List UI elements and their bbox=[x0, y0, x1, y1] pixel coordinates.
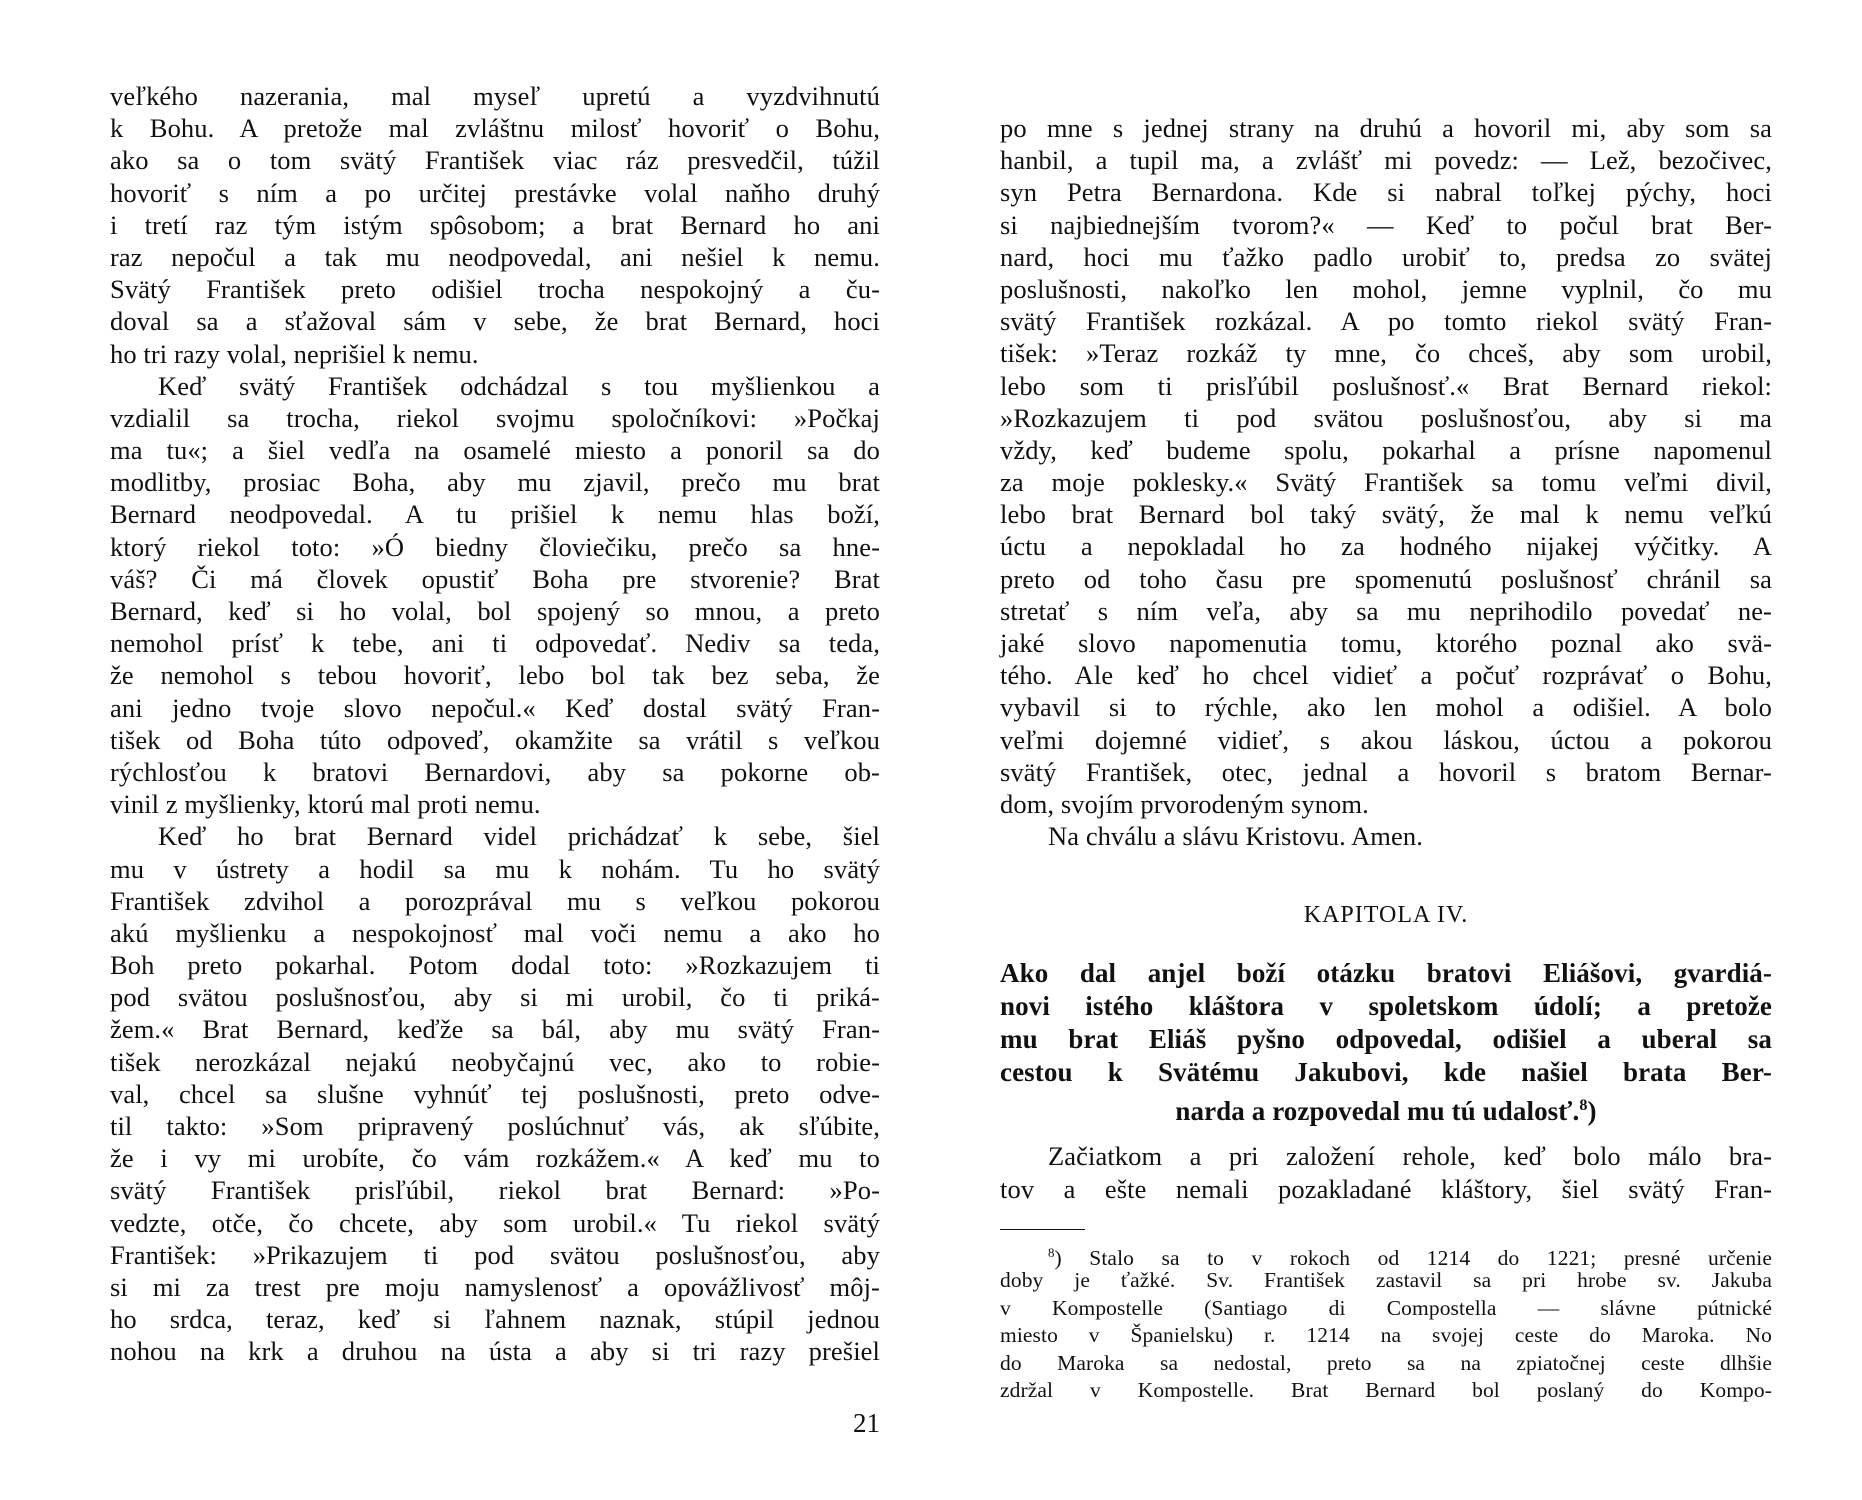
text-line: tišek: »Teraz rozkáž ty mne, čo chceš, aby som urobil, bbox=[1000, 338, 1772, 369]
text-line: pod svätou poslušnosťou, aby si mi urobil, čo ti priká- bbox=[110, 982, 880, 1013]
text-line: lebo brat Bernard bol taký svätý, že mal k nemu veľkú bbox=[1000, 499, 1772, 530]
title-line: novi istého kláštora v spoletskom údolí; a pretože bbox=[1000, 991, 1772, 1022]
text-line: doval sa a sťažoval sám v sebe, že brat Bernard, hoci bbox=[110, 306, 880, 337]
text-line: preto od toho času pre spomenutú poslušnosť chránil sa bbox=[1000, 563, 1772, 594]
text-line: Bernard neodpovedal. A tu prišiel k nemu hlas boží, bbox=[110, 499, 880, 530]
paragraph bbox=[110, 820, 880, 1367]
text-line: val, chcel sa slušne vyhnúť tej poslušnosti, preto odve- bbox=[110, 1078, 880, 1109]
text-line: veľkého nazerania, mal myseľ upretú a vyzdvihnutú bbox=[110, 81, 880, 111]
footnote-line: miesto v Španielsku) r. 1214 na svojej ceste do Maroka. No bbox=[1000, 1323, 1772, 1348]
text-line: že i vy mi urobíte, čo vám rozkážem.« A keď mu to bbox=[110, 1143, 880, 1174]
footnote-line: zdržal v Kompostelle. Brat Bernard bol poslaný do Kompo- bbox=[1000, 1378, 1772, 1403]
text-line: úctu a nepokladal ho za hodného nijakej výčitky. A bbox=[1000, 531, 1772, 562]
title-line: Ako dal anjel boží otázku bratovi Eliášovi, gvardiá- bbox=[1000, 958, 1772, 989]
text-line: i tretí raz tým istým spôsobom; a brat Bernard ho ani bbox=[110, 209, 880, 240]
text-line: til takto: »Som pripravený poslúchnuť vás, ak sľúbite, bbox=[110, 1111, 880, 1141]
text-line: hanbil, a tupil ma, a zvlášť mi povedz: — Lež, bezočivec, bbox=[1000, 145, 1772, 176]
footnote-line: doby je ťažké. Sv. František zastavil sa pri hrobe sv. Jakuba bbox=[1000, 1268, 1772, 1293]
text-line: ho tri razy volal, neprišiel k nemu. bbox=[110, 338, 479, 369]
text-line: Svätý František preto odišiel trocha nespokojný a ču- bbox=[110, 274, 880, 305]
footnote-text: ) Stalo sa to v rokoch od 1214 do 1221; presné určenie bbox=[1054, 1245, 1772, 1270]
page-number: 21 bbox=[853, 1408, 880, 1438]
paragraph bbox=[1000, 1140, 1772, 1204]
text-line: veľmi dojemné vidieť, s akou láskou, úctou a pokorou bbox=[1000, 724, 1772, 755]
footnote-line: v Kompostelle (Santiago di Compostella — slávne pútnické bbox=[1000, 1295, 1772, 1320]
text-line: po mne s jednej strany na druhú a hovoril mi, aby som sa bbox=[1000, 113, 1772, 143]
text-line: nemohol prísť k tebe, ani ti odpovedať. Nediv sa teda, bbox=[110, 628, 880, 659]
text-line: váš? Či má človek opustiť Boha pre stvorenie? Brat bbox=[110, 563, 880, 594]
text-line: mu v ústrety a hodil sa mu k nohám. Tu ho svätý bbox=[110, 853, 880, 884]
footnote-reference[interactable]: 8 bbox=[1579, 1096, 1588, 1115]
text-line: raz nepočul a tak mu neodpovedal, ani nešiel k nemu. bbox=[110, 241, 880, 272]
paragraph bbox=[1000, 112, 1772, 820]
text-line: syn Petra Bernardona. Kde si nabral toľkej pýchy, hoci bbox=[1000, 177, 1772, 208]
text-line: nohou na krk a druhou na ústa a aby si tri razy prešiel bbox=[110, 1336, 880, 1367]
text-line: tišek od Boha túto odpoveď, okamžite sa vrátil s veľkou bbox=[110, 724, 880, 755]
text-line: tého. Ale keď ho chcel vidieť a počuť rozprávať o Bohu, bbox=[1000, 660, 1772, 691]
left-page bbox=[110, 80, 880, 1368]
title-text: narda a rozpovedal mu tú udalosť. bbox=[1175, 1096, 1580, 1127]
text-line: František zdvihol a porozprával mu s veľkou pokorou bbox=[110, 885, 880, 916]
footnote-marker: 8 bbox=[1048, 1245, 1055, 1260]
text-line: jaké slovo napomenutia tomu, ktorého poznal ako svä- bbox=[1000, 628, 1772, 658]
text-line: vedzte, otče, čo chcete, aby som urobil.« Tu riekol svätý bbox=[110, 1207, 880, 1238]
text-line: ako sa o tom svätý František viac ráz presvedčil, túžil bbox=[110, 145, 880, 176]
title-line: cestou k Svätému Jakubovi, kde našiel brata Ber- bbox=[1000, 1057, 1772, 1088]
text-line: žem.« Brat Bernard, keďže sa bál, aby mu svätý Fran- bbox=[110, 1014, 880, 1045]
text-line: hovoriť s ním a po určitej prestávke volal naňho druhý bbox=[110, 177, 880, 208]
chapter-heading: KAPITOLA IV. bbox=[1303, 902, 1469, 929]
chapter-title bbox=[1000, 957, 1772, 1127]
text-line: tišek nerozkázal nejakú neobyčajnú vec, ako to robie- bbox=[110, 1046, 880, 1077]
text-line: lebo som ti prisľúbil poslušnosť.« Brat Bernard riekol: bbox=[1000, 370, 1772, 401]
text-line: Bernard, keď si ho volal, bol spojený so mnou, a preto bbox=[110, 596, 880, 626]
paragraph bbox=[1000, 820, 1772, 852]
text-line: si mi za trest pre moju namyslenosť a opovážlivosť môj- bbox=[110, 1271, 880, 1302]
text-line: Keď ho brat Bernard videl prichádzať k sebe, šiel bbox=[158, 821, 880, 852]
text-line: svätý František prisľúbil, riekol brat Bernard: »Po- bbox=[110, 1175, 880, 1206]
text-line: ho srdca, teraz, keď si ľahnem naznak, stúpil jednou bbox=[110, 1304, 880, 1335]
text-line: k Bohu. A pretože mal zvláštnu milosť hovoriť o Bohu, bbox=[110, 113, 880, 144]
text-line: svätý František rozkázal. A po tomto riekol svätý Fran- bbox=[1000, 306, 1772, 337]
text-line: stretať s ním veľa, aby sa mu neprihodilo povedať ne- bbox=[1000, 595, 1772, 626]
text-line: Na chválu a slávu Kristovu. Amen. bbox=[1048, 821, 1423, 852]
text-line: vinil z myšlienky, ktorú mal proti nemu. bbox=[110, 789, 541, 820]
text-line: František: »Prikazujem ti pod svätou poslušnosťou, aby bbox=[110, 1239, 880, 1270]
text-line: Začiatkom a pri založení rehole, keď bolo málo bra- bbox=[1048, 1141, 1772, 1172]
footnote-line bbox=[1000, 1240, 1772, 1268]
text-line: ani jedno tvoje slovo nepočul.« Keď dostal svätý Fran- bbox=[110, 692, 880, 723]
text-line: vybavil si to rýchle, ako len mohol a odišiel. A bolo bbox=[1000, 692, 1772, 723]
text-line: ktorý riekol toto: »Ó biedny človiečiku, prečo sa hne- bbox=[110, 531, 880, 562]
text-line: svätý František, otec, jednal a hovoril s bratom Bernar- bbox=[1000, 756, 1772, 787]
text-line: modlitby, prosiac Boha, aby mu zjavil, prečo mu brat bbox=[110, 467, 880, 498]
text-line: Keď svätý František odchádzal s tou myšlienkou a bbox=[158, 370, 880, 401]
right-page bbox=[1000, 112, 1772, 1405]
text-line: si najbiednejším tvorom?« — Keď to počul brat Ber- bbox=[1000, 209, 1772, 240]
text-line: nard, hoci mu ťažko padlo urobiť to, predsa zo svätej bbox=[1000, 241, 1772, 272]
paragraph bbox=[110, 370, 880, 821]
text-line: vzdialil sa trocha, riekol svojmu spoločníkovi: »Počkaj bbox=[110, 402, 880, 433]
text-line: vždy, keď budeme spolu, pokarhal a prísne napomenul bbox=[1000, 434, 1772, 465]
text-line: za moje poklesky.« Svätý František sa tomu veľmi divil, bbox=[1000, 467, 1772, 498]
text-line: Boh preto pokarhal. Potom dodal toto: »Rozkazujem ti bbox=[110, 950, 880, 981]
paragraph bbox=[110, 80, 880, 370]
title-close: ) bbox=[1587, 1096, 1597, 1127]
text-line: dom, svojím prvorodeným synom. bbox=[1000, 788, 1369, 819]
title-line-last bbox=[1000, 1089, 1772, 1127]
text-line: tov a ešte nemali pozakladané kláštory, šiel svätý Fran- bbox=[1000, 1173, 1772, 1204]
title-line: mu brat Eliáš pyšno odpovedal, odišiel a uberal sa bbox=[1000, 1024, 1772, 1055]
footnote bbox=[1000, 1240, 1772, 1405]
text-line: rýchlosťou k bratovi Bernardovi, aby sa pokorne ob- bbox=[110, 756, 880, 787]
text-line: akú myšlienku a nespokojnosť mal voči nemu a ako ho bbox=[110, 917, 880, 948]
text-line: že nemohol s tebou hovoriť, lebo bol tak bez seba, že bbox=[110, 660, 880, 691]
text-line: »Rozkazujem ti pod svätou poslušnosťou, aby si ma bbox=[1000, 402, 1772, 433]
text-line: ma tu«; a šiel vedľa na osamelé miesto a ponoril sa do bbox=[110, 435, 880, 466]
footnote-divider bbox=[1000, 1229, 1085, 1230]
text-line: poslušnosti, nakoľko len mohol, jemne vyplnil, čo mu bbox=[1000, 273, 1772, 304]
footnote-line: do Maroka sa nedostal, preto sa na zpiatočnej ceste dlhšie bbox=[1000, 1350, 1772, 1375]
